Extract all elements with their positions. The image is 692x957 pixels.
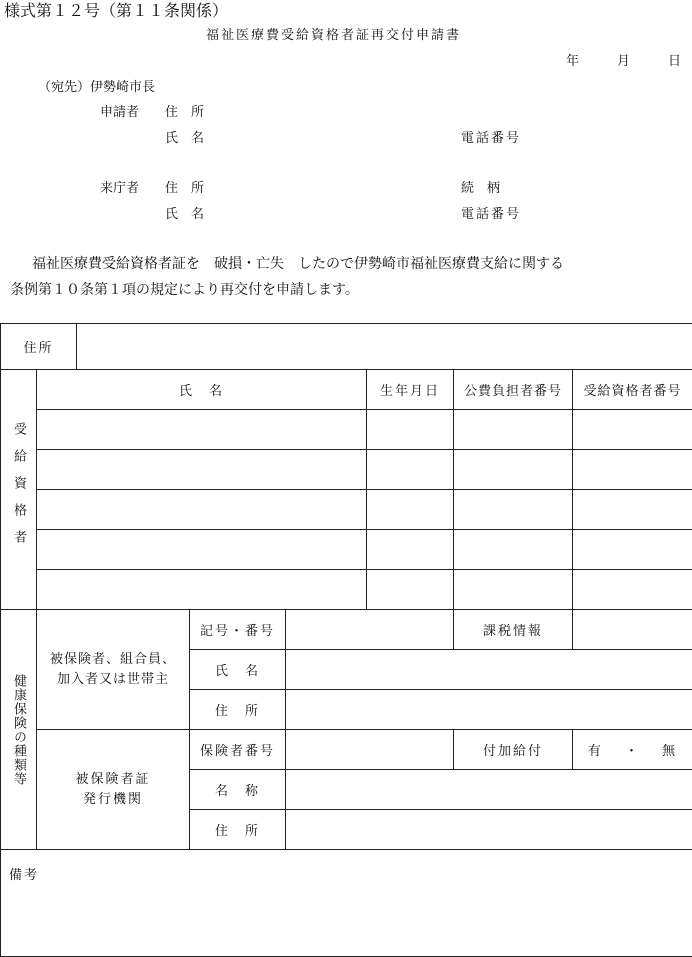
form-number: 様式第１２号（第１１条関係） (4, 0, 228, 21)
symbol-number-cell[interactable] (286, 610, 454, 650)
recipient-row (1, 490, 692, 530)
recipient-number-cell[interactable] (573, 490, 692, 530)
issuer-name-cell[interactable] (286, 770, 692, 810)
col-header-birthdate: 生年月日 (367, 370, 454, 410)
recipient-birthdate-cell[interactable] (367, 410, 454, 450)
recipient-public-number-cell[interactable] (454, 530, 573, 570)
recipient-name-cell[interactable] (37, 450, 367, 490)
recipient-number-cell[interactable] (573, 410, 692, 450)
visitor-address-label: 住 所 (165, 177, 204, 196)
visitor-label: 来庁者 (100, 177, 139, 196)
recipient-birthdate-cell[interactable] (367, 490, 454, 530)
issuer-label: 被保険者証 発行機関 (37, 730, 190, 850)
insured-name-label: 氏 名 (190, 650, 286, 690)
recipient-row (1, 530, 692, 570)
recipient-birthdate-cell[interactable] (367, 570, 454, 610)
recipient-number-cell[interactable] (573, 570, 692, 610)
recipient-row (1, 570, 692, 610)
application-form-table (0, 323, 692, 957)
statement-line-1: 福祉医療費受給資格者証を 破損・亡失 したので伊勢崎市福祉医療費支給に関する (32, 253, 564, 273)
tax-info-label: 課税情報 (454, 610, 573, 650)
insured-person-label: 被保険者、組合員、 加入者又は世帯主 (37, 610, 190, 730)
statement-line-2: 条例第１０条第１項の規定により再交付を申請します。 (10, 279, 359, 299)
additional-benefit-label: 付加給付 (454, 730, 573, 770)
recipient-name-cell[interactable] (37, 410, 367, 450)
addressee: （宛先）伊勢崎市長 (38, 76, 155, 95)
date-month-label: 月 (617, 50, 630, 69)
address-label: 住所 (24, 341, 54, 356)
visitor-relation-label: 続 柄 (461, 177, 500, 196)
issuer-address-label: 住 所 (190, 810, 286, 850)
additional-benefit-choice[interactable] (573, 730, 692, 770)
recipient-section-label: 受給資格者 (1, 370, 37, 610)
insurer-number-cell[interactable] (286, 730, 454, 770)
col-header-public-number: 公費負担者番号 (454, 370, 573, 410)
recipient-name-cell[interactable] (37, 530, 367, 570)
recipient-public-number-cell[interactable] (454, 570, 573, 610)
applicant-phone-label: 電話番号 (461, 127, 521, 146)
recipient-row (1, 410, 692, 450)
applicant-address-label: 住 所 (165, 101, 204, 120)
recipient-row (1, 450, 692, 490)
address-label-cell (1, 324, 77, 370)
recipient-public-number-cell[interactable] (454, 410, 573, 450)
recipient-name-cell[interactable] (37, 490, 367, 530)
visitor-phone-label: 電話番号 (461, 203, 521, 222)
date-year-label: 年 (566, 50, 579, 69)
col-header-name: 氏 名 (37, 370, 367, 410)
insurer-number-label: 保険者番号 (190, 730, 286, 770)
col-header-recipient-number: 受給資格者番号 (573, 370, 692, 410)
issuer-name-label: 名 称 (190, 770, 286, 810)
date-day-label: 日 (668, 50, 681, 69)
recipient-birthdate-cell[interactable] (367, 450, 454, 490)
symbol-number-label: 記号・番号 (190, 610, 286, 650)
recipient-name-cell[interactable] (37, 570, 367, 610)
recipient-number-cell[interactable] (573, 450, 692, 490)
address-input-cell[interactable] (77, 324, 692, 370)
option-separator: ・ (625, 744, 640, 759)
insurance-section-label: 健康保険の種類等 (1, 610, 37, 850)
applicant-label: 申請者 (100, 101, 139, 120)
insured-address-cell[interactable] (286, 690, 692, 730)
option-no[interactable]: 無 (662, 744, 677, 759)
visitor-name-label: 氏 名 (165, 203, 204, 222)
recipient-public-number-cell[interactable] (454, 450, 573, 490)
option-yes[interactable]: 有 (588, 744, 603, 759)
remarks-cell[interactable] (1, 850, 692, 957)
form-title: 福祉医療費受給資格者証再交付申請書 (206, 24, 461, 43)
insured-address-label: 住 所 (190, 690, 286, 730)
recipient-public-number-cell[interactable] (454, 490, 573, 530)
recipient-birthdate-cell[interactable] (367, 530, 454, 570)
issuer-address-cell[interactable] (286, 810, 692, 850)
recipient-number-cell[interactable] (573, 530, 692, 570)
insured-name-cell[interactable] (286, 650, 692, 690)
applicant-name-label: 氏 名 (165, 127, 204, 146)
remarks-label: 備考 (9, 868, 39, 883)
tax-info-cell[interactable] (573, 610, 692, 650)
